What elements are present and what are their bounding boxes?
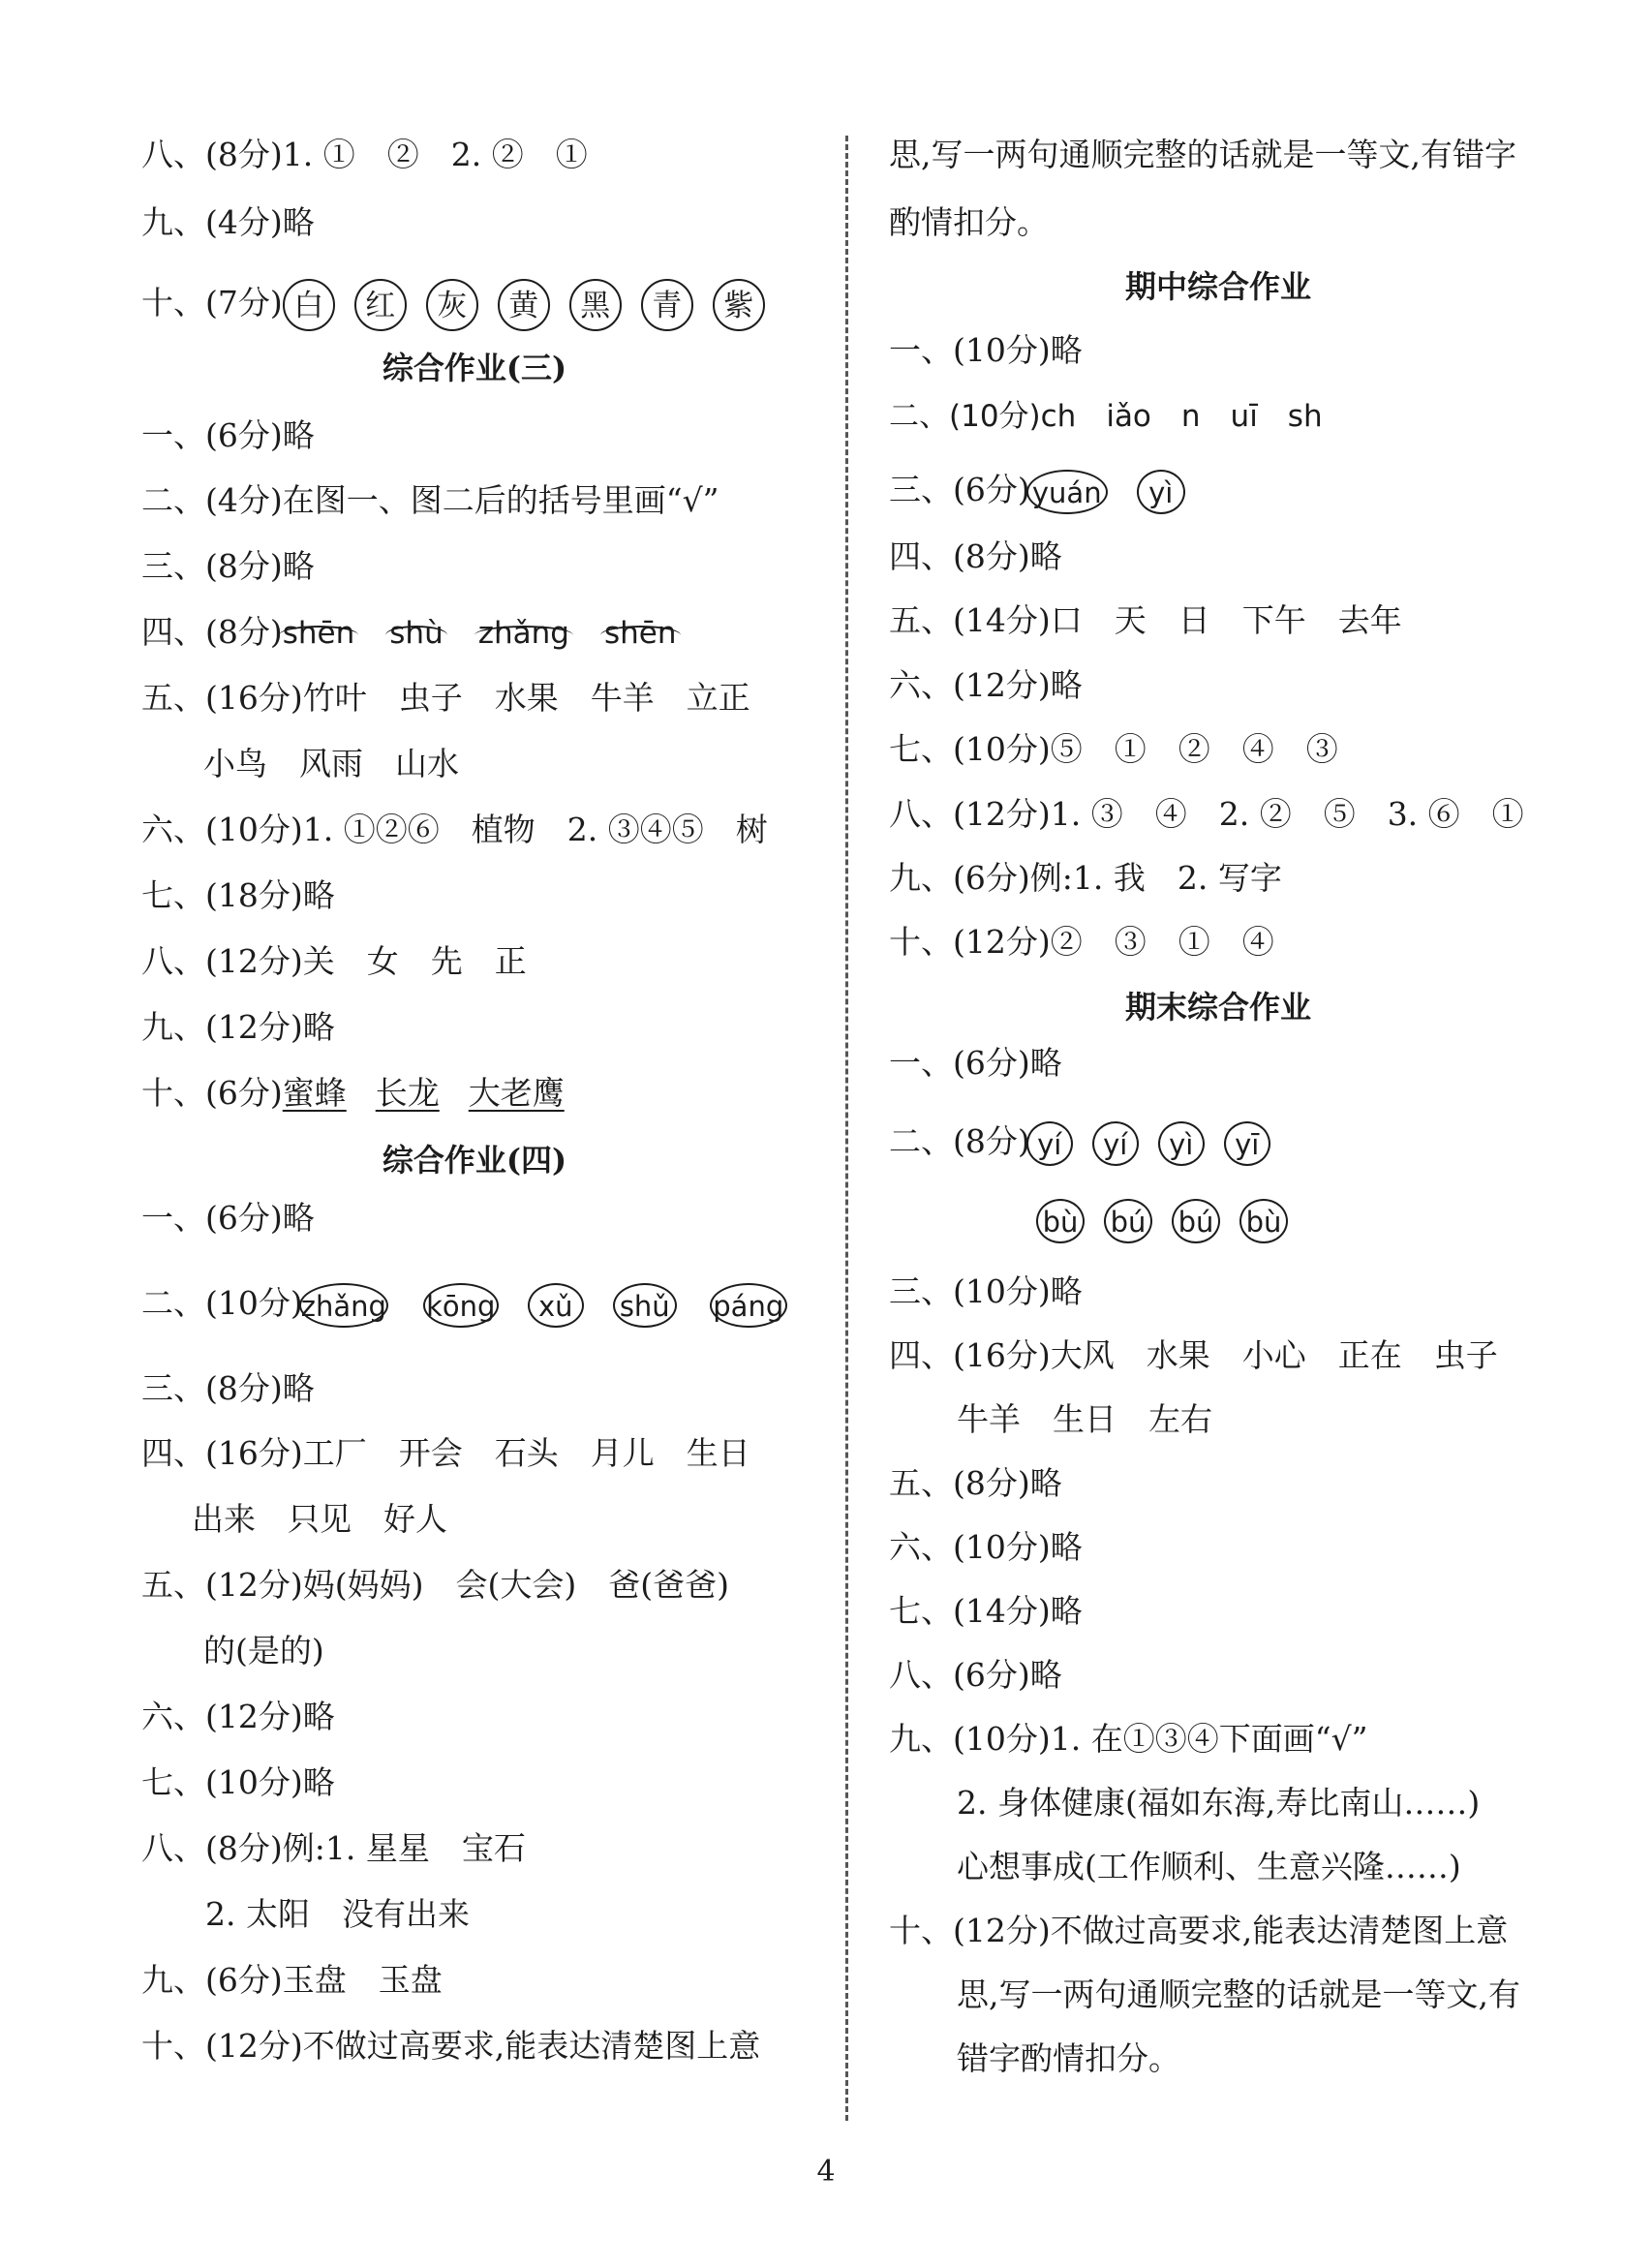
section-heading: 期中综合作业: [1124, 268, 1311, 305]
circled-char: 紫: [713, 279, 765, 331]
answer-line: [889, 1121, 1288, 1166]
circled-char: 白: [283, 279, 335, 331]
answer-line: 一、(6分)略: [141, 1199, 315, 1237]
answer-line: 一、(6分)略: [889, 1044, 1062, 1082]
answer-line: 五、(8分)略: [889, 1464, 1062, 1502]
circled-pinyin: xǔ: [528, 1283, 584, 1328]
column-divider: [845, 136, 848, 2121]
pinyin-answer: 二、(10分)ch iǎo n uī sh: [889, 399, 1323, 434]
circled-pinyin: yí: [1026, 1121, 1073, 1166]
answer-line: 六、(10分)略: [889, 1528, 1083, 1566]
circled-pinyin: bú: [1172, 1199, 1220, 1243]
answer-line: 心想事成(工作顺利、生意兴隆……): [957, 1848, 1461, 1885]
circled-pinyin: yī: [1224, 1121, 1270, 1166]
answer-line: [1036, 1199, 1305, 1243]
circled-pinyin: kōng: [423, 1283, 499, 1328]
circled-pinyin: yì: [1158, 1121, 1205, 1166]
item-prefix: 二、(10分): [141, 1284, 303, 1322]
circled-pinyin: yuán: [1026, 470, 1108, 514]
answer-line: 八、(8分)1. ① ② 2. ② ①: [141, 136, 588, 173]
circled-pinyin: páng: [710, 1283, 787, 1328]
answer-line: 2. 身体健康(福如东海,寿比南山……): [957, 1784, 1481, 1822]
answer-line: 八、(8分)例:1. 星星 宝石: [141, 1829, 526, 1867]
answer-line: 九、(10分)1. 在①③④下面画“√”: [889, 1720, 1368, 1758]
item-prefix: 四、(8分): [141, 613, 283, 651]
answer-line: [889, 470, 1203, 514]
item-prefix: 二、(8分): [889, 1122, 1030, 1160]
answer-line: 三、(10分)略: [889, 1272, 1083, 1310]
circled-char: 灰: [426, 279, 478, 331]
answer-line: 八、(12分)1. ③ ④ 2. ② ⑤ 3. ⑥ ①: [889, 795, 1524, 833]
section-heading: 综合作业(四): [382, 1142, 567, 1179]
page-number: 4: [816, 2155, 836, 2189]
answer-line: 一、(10分)略: [889, 331, 1083, 369]
circled-pinyin: yí: [1092, 1121, 1139, 1166]
pinyin-arc: shēn: [282, 616, 355, 651]
answer-line: 七、(18分)略: [141, 876, 335, 914]
circled-pinyin: bù: [1036, 1199, 1085, 1243]
underlined-word: 蜜蜂: [282, 1074, 347, 1112]
answer-line: [141, 613, 712, 653]
section-heading: 期末综合作业: [1124, 989, 1311, 1026]
answer-line: [889, 396, 1323, 436]
circled-pinyin: shǔ: [613, 1283, 677, 1328]
answer-line: 一、(6分)略: [141, 416, 315, 454]
answer-line: 五、(12分)妈(妈妈) 会(大会) 爸(爸爸): [141, 1566, 729, 1604]
answer-line: 九、(6分)玉盘 玉盘: [141, 1961, 443, 1999]
answer-line: 三、(8分)略: [141, 547, 315, 585]
answer-line: 七、(10分)⑤ ① ② ④ ③: [889, 730, 1338, 768]
pinyin-arc: shēn: [603, 616, 677, 651]
answer-line: 十、(12分)不做过高要求,能表达清楚图上意: [889, 1912, 1509, 1949]
item-prefix: 十、(7分): [141, 284, 283, 322]
answer-line: 八、(12分)关 女 先 正: [141, 942, 527, 980]
answer-line: 思,写一两句通顺完整的话就是一等文,有: [957, 1976, 1520, 2013]
answer-line: 四、(8分)略: [889, 537, 1062, 575]
section-heading: 综合作业(三): [382, 350, 567, 386]
answer-line: 五、(14分)口 天 日 下午 去年: [889, 601, 1402, 639]
item-prefix: 十、(6分): [141, 1074, 283, 1112]
answer-line: 六、(10分)1. ①②⑥ 植物 2. ③④⑤ 树: [141, 811, 768, 848]
answer-line: 六、(12分)略: [141, 1698, 335, 1735]
answer-line: 牛羊 生日 左右: [957, 1400, 1212, 1438]
circled-char: 黑: [569, 279, 622, 331]
answer-line: 七、(14分)略: [889, 1592, 1083, 1630]
answer-line: 出来 只见 好人: [192, 1500, 447, 1538]
circled-pinyin: bú: [1104, 1199, 1152, 1243]
circled-char: 青: [641, 279, 693, 331]
answer-line: 四、(16分)工厂 开会 石头 月儿 生日: [141, 1434, 750, 1472]
pinyin-arc: shù: [389, 616, 444, 651]
answer-line: 九、(4分)略: [141, 203, 315, 241]
circled-char: 红: [354, 279, 407, 331]
answer-line: 十、(12分)② ③ ① ④: [889, 923, 1274, 961]
answer-line: [141, 1074, 565, 1113]
answer-line: 三、(8分)略: [141, 1369, 315, 1407]
answer-line: 错字酌情扣分。: [957, 2039, 1180, 2077]
answer-line: 五、(16分)竹叶 虫子 水果 牛羊 立正: [141, 679, 750, 717]
circled-pinyin: yì: [1137, 470, 1185, 514]
answer-line: 小鸟 风雨 山水: [203, 745, 459, 782]
answer-line: 思,写一两句通顺完整的话就是一等文,有错字: [889, 136, 1516, 173]
answer-line: 六、(12分)略: [889, 666, 1083, 704]
answer-line: 2. 太阳 没有出来: [205, 1895, 470, 1933]
answer-line: 九、(6分)例:1. 我 2. 写字: [889, 859, 1282, 897]
answer-line: 八、(6分)略: [889, 1656, 1062, 1694]
answer-line: 四、(16分)大风 水果 小心 正在 虫子: [889, 1336, 1498, 1374]
circled-char: 黄: [498, 279, 550, 331]
answer-line: 十、(12分)不做过高要求,能表达清楚图上意: [141, 2027, 761, 2065]
answer-line: 的(是的): [203, 1632, 324, 1670]
item-prefix: 三、(6分): [889, 471, 1030, 508]
underlined-word: 长龙: [375, 1074, 440, 1112]
answer-line: 九、(12分)略: [141, 1008, 335, 1046]
answer-line: [141, 279, 784, 331]
circled-pinyin: zhǎng: [299, 1283, 388, 1328]
answer-line: [141, 1283, 805, 1328]
underlined-word: 大老鹰: [468, 1074, 565, 1112]
pinyin-arc: zhǎng: [477, 616, 569, 651]
answer-line: 七、(10分)略: [141, 1763, 335, 1801]
answer-line: 酌情扣分。: [889, 203, 1049, 241]
circled-pinyin: bù: [1239, 1199, 1288, 1243]
answer-line: 二、(4分)在图一、图二后的括号里画“√”: [141, 481, 719, 519]
